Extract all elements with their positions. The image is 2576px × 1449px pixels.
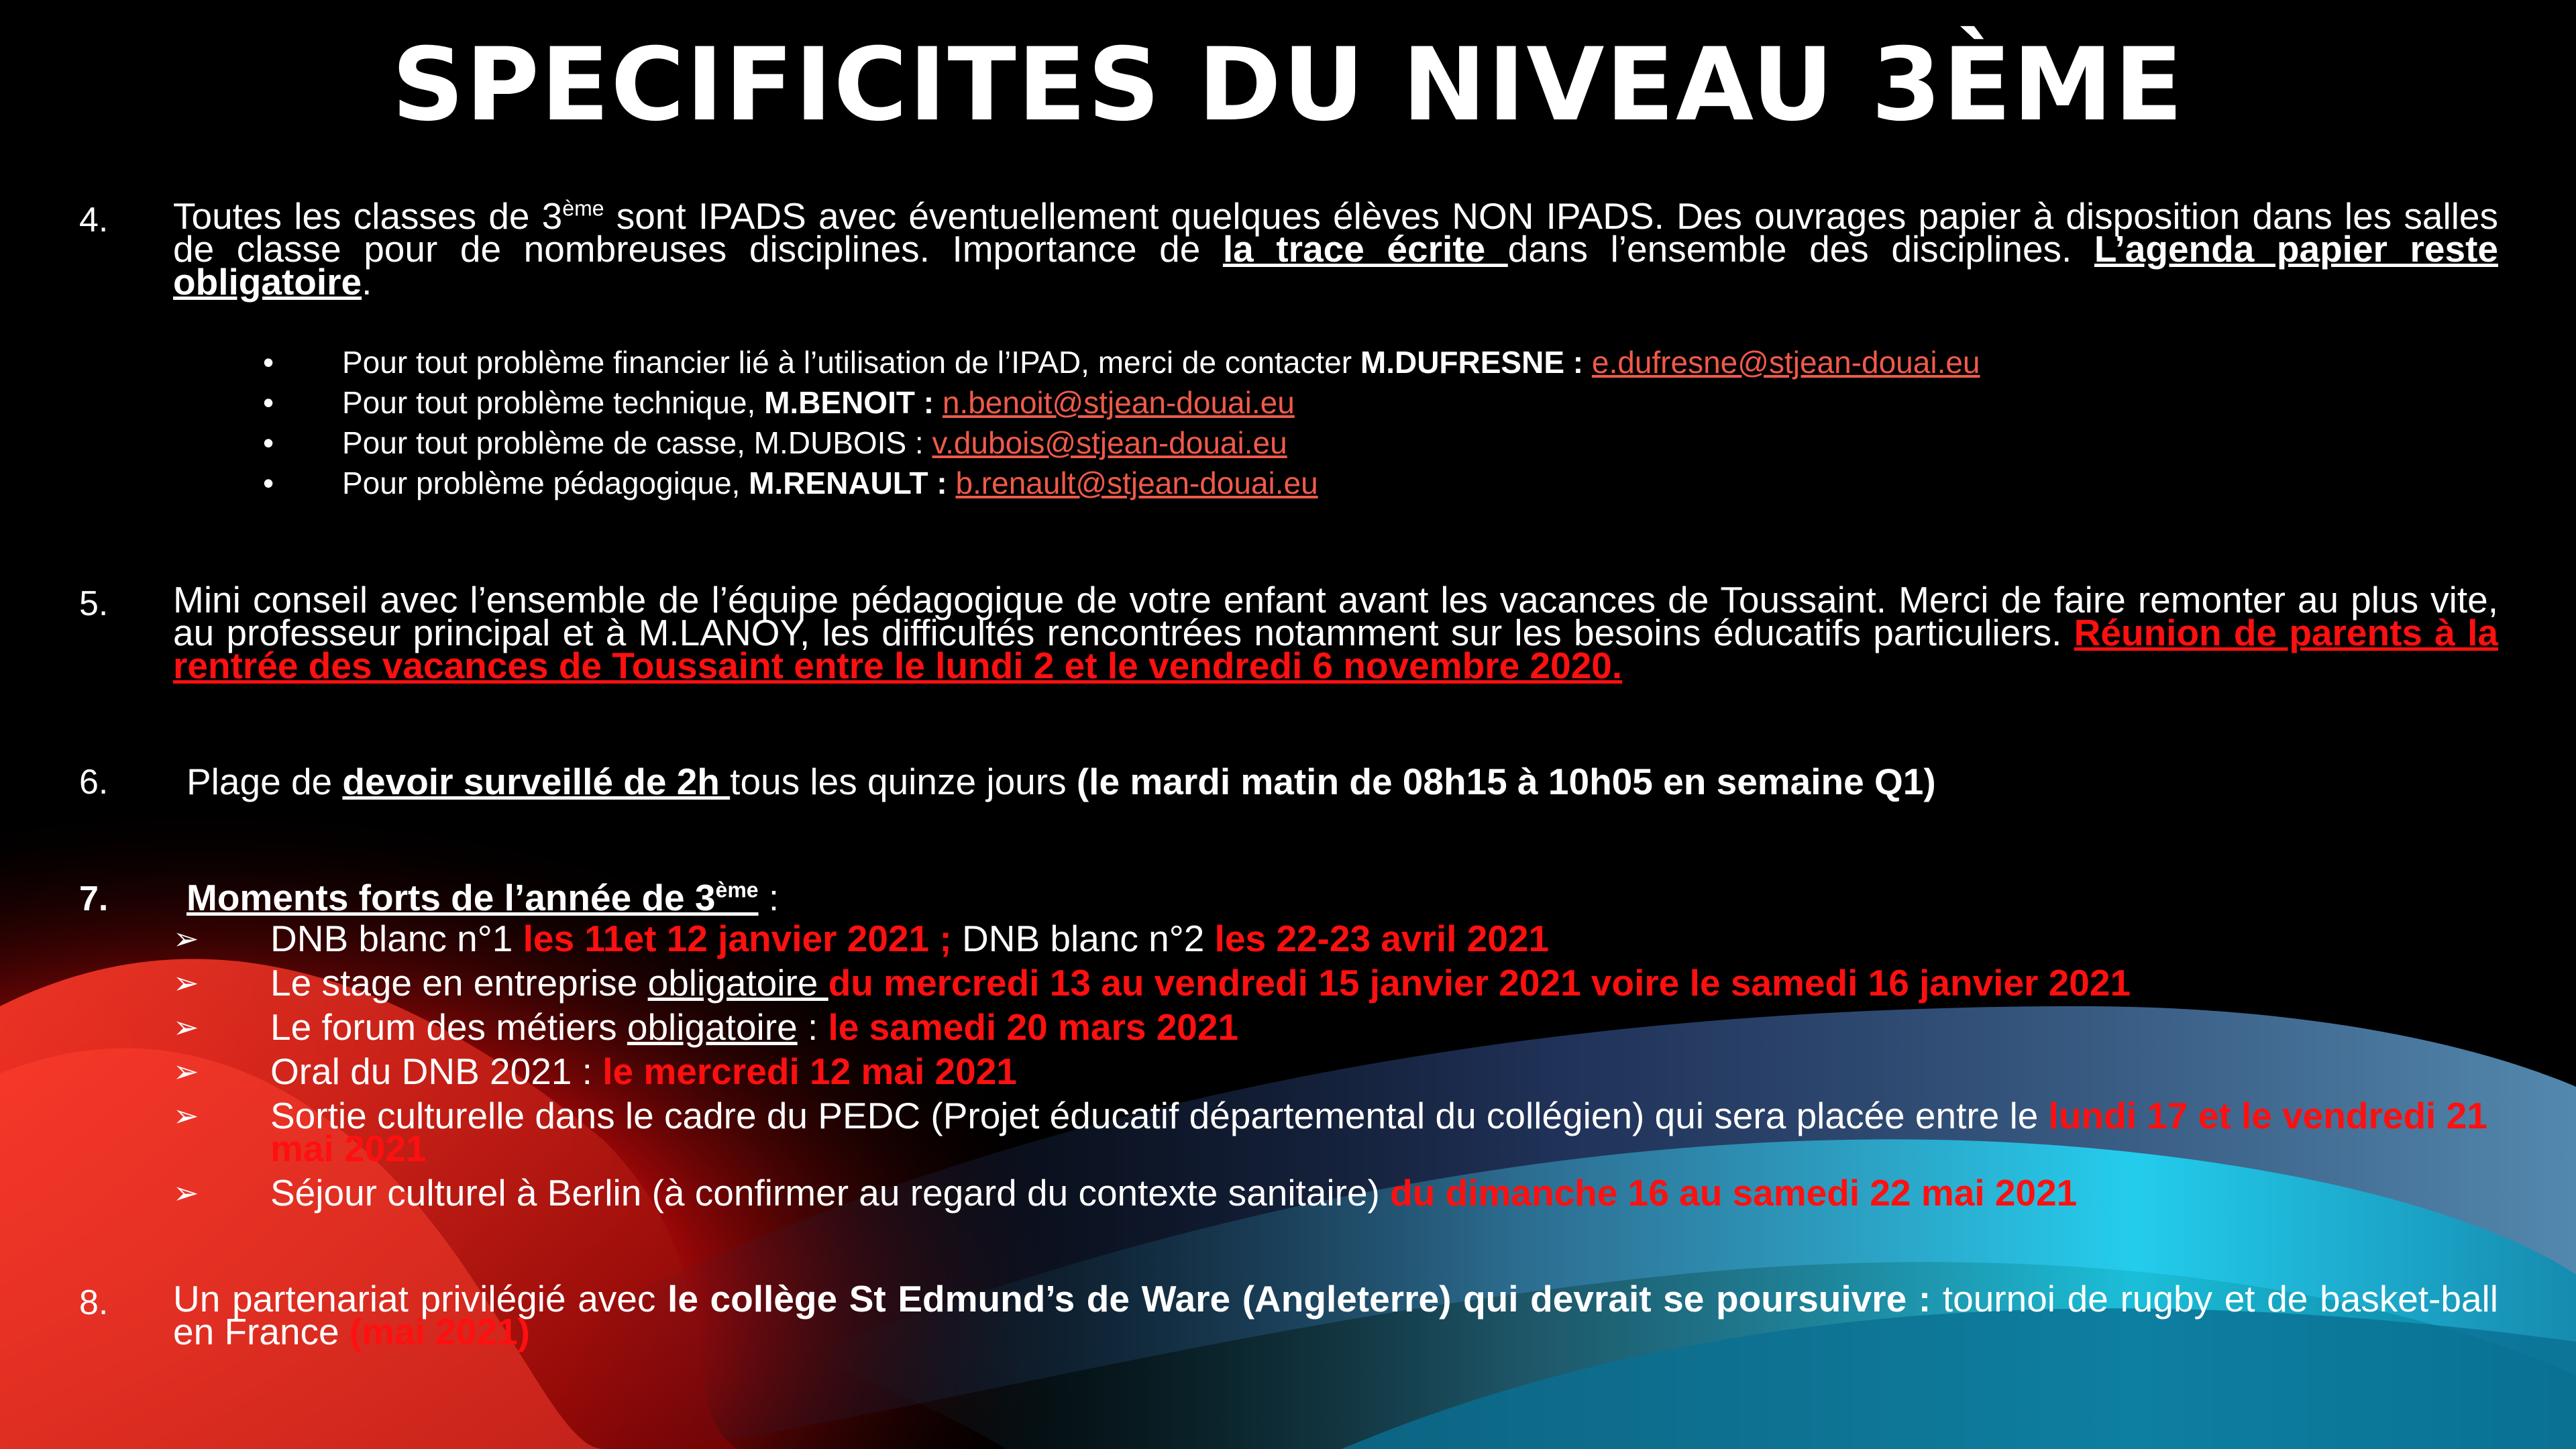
arrow-bullet-icon: ➢ xyxy=(173,965,199,1000)
item-5-text xyxy=(173,579,2498,686)
email-link[interactable]: e.dufresne@stjean-douai.eu xyxy=(1591,345,1980,380)
item-6-t2: tous les quinze jours xyxy=(730,761,1077,802)
contact-name: M.RENAULT : xyxy=(749,466,956,500)
contact-text: Pour tout problème financier lié à l’utilisation de l’IPAD, merci de contacter xyxy=(342,345,1360,380)
bullet-icon: • xyxy=(263,466,274,500)
contact-text: Pour tout problème de casse, M.DUBOIS : xyxy=(342,425,932,460)
item-4-sup: ème xyxy=(562,196,604,221)
moment-date: lundi 17 et le vendredi 21 mai 2021 xyxy=(270,1095,2487,1169)
moment-item xyxy=(173,962,2498,1004)
contact-name: M.DUFRESNE : xyxy=(1360,345,1592,380)
item-5-number: 5. xyxy=(79,584,109,623)
email-link[interactable]: n.benoit@stjean-douai.eu xyxy=(942,385,1295,420)
moment-text: Oral du DNB 2021 : xyxy=(270,1051,603,1092)
arrow-bullet-icon: ➢ xyxy=(173,921,199,956)
bullet-icon: • xyxy=(263,425,274,460)
item-4-text xyxy=(173,195,2499,303)
moment-date: du mercredi 13 au vendredi 15 janvier 2021 voire le samedi 16 janvier 2021 xyxy=(828,962,2131,1004)
item-8-date: (mai 2021) xyxy=(349,1311,530,1352)
contact-text: Pour tout problème technique, xyxy=(342,385,765,420)
partnership-emphasis: le collège St Edmund’s de Ware (Angleterre) qui devrait se poursuivre : xyxy=(667,1278,1931,1320)
item-6-t1: Plage de xyxy=(186,761,343,802)
moment-item xyxy=(173,1051,2498,1092)
moment-date: les 22-23 avril 2021 xyxy=(1214,918,1550,959)
arrow-bullet-icon: ➢ xyxy=(173,1054,199,1089)
moment-date: du dimanche 16 au samedi 22 mai 2021 xyxy=(1390,1172,2078,1214)
item-8-t2: tournoi de rugby et de basket-ball en France xyxy=(173,1278,2498,1352)
item-4-t3: dans l’ensemble des disciplines. xyxy=(1507,228,2094,270)
moment-item xyxy=(173,1095,2498,1169)
item-6-number: 6. xyxy=(79,763,109,802)
moments-colon: : xyxy=(758,877,780,918)
trace-ecrite-emphasis: la trace écrite xyxy=(1222,228,1508,270)
email-link[interactable]: v.dubois@stjean-douai.eu xyxy=(932,425,1287,460)
item-4-t1: Toutes les classes de 3 xyxy=(173,195,563,237)
moment-text: Séjour culturel à Berlin (à confirmer au regard du contexte sanitaire) xyxy=(270,1172,1391,1214)
moment-text: : xyxy=(797,1006,828,1048)
moment-obligatoire: obligatoire xyxy=(627,1006,798,1048)
arrow-bullet-icon: ➢ xyxy=(173,1175,199,1210)
devoir-surveille-emphasis: devoir surveillé de 2h xyxy=(342,761,731,802)
moment-text: Le stage en entreprise xyxy=(270,962,648,1004)
item-6-schedule: (le mardi matin de 08h15 à 10h05 en semaine Q1) xyxy=(1076,761,1936,802)
moment-date: le mercredi 12 mai 2021 xyxy=(602,1051,1017,1092)
item-6-text xyxy=(186,760,1936,803)
item-4-t2: sont IPADS avec éventuellement quelques élèves NON IPADS. Des ouvrages papier à disposition dans les salles de classe pour de nombreuses disciplines. Importance de xyxy=(173,195,2499,270)
bullet-icon: • xyxy=(263,345,274,380)
email-link[interactable]: b.renault@stjean-douai.eu xyxy=(955,466,1318,500)
contact-text: Pour problème pédagogique, xyxy=(342,466,749,500)
item-8-t1: Un partenariat privilégié avec xyxy=(173,1278,668,1320)
bullet-icon: • xyxy=(263,385,274,420)
item-4-number: 4. xyxy=(79,201,109,239)
moment-item xyxy=(173,918,2498,959)
moment-date: le samedi 20 mars 2021 xyxy=(828,1006,1239,1048)
item-7-number: 7. xyxy=(79,879,109,918)
moments-heading-sup: ème xyxy=(715,877,759,902)
item-8-number: 8. xyxy=(79,1283,109,1322)
moment-item xyxy=(173,1172,2498,1214)
moments-list xyxy=(173,918,2498,1221)
parents-meeting-emphasis: Réunion de parents à la rentrée des vacances de Toussaint entre le lundi 2 et le vendredi 6 novembre 2020. xyxy=(173,612,2498,686)
arrow-bullet-icon: ➢ xyxy=(173,1010,199,1044)
moment-date: les 11et 12 janvier 2021 ; xyxy=(523,918,952,959)
moment-text: DNB blanc n°1 xyxy=(270,918,523,959)
item-4-t4: . xyxy=(362,261,372,303)
item-7-heading xyxy=(186,876,779,919)
moments-heading: Moments forts de l’année de 3 xyxy=(186,877,716,918)
contact-name: M.BENOIT : xyxy=(764,385,943,420)
agenda-emphasis: L’agenda papier reste obligatoire xyxy=(173,228,2499,303)
moment-item xyxy=(173,1006,2498,1048)
moment-obligatoire: obligatoire xyxy=(647,962,828,1004)
arrow-bullet-icon: ➢ xyxy=(173,1098,199,1133)
moment-text: Le forum des métiers xyxy=(270,1006,627,1048)
item-5-body: Mini conseil avec l’ensemble de l’équipe pédagogique de votre enfant avant les vacances de Toussaint. Merci de faire remonter au plus vite, au professeur principal et à M.LANOY, les difficultés rencontrées notamment sur les besoins éducatifs particuliers. xyxy=(173,579,2498,653)
page-title: SPECIFICITES DU NIVEAU 3ÈME xyxy=(391,27,2185,144)
moment-text: DNB blanc n°2 xyxy=(951,918,1215,959)
item-8-text xyxy=(173,1278,2498,1352)
moment-text: Sortie culturelle dans le cadre du PEDC (Projet éducatif départemental du collégien) qui sera placée entre le xyxy=(270,1095,2049,1136)
